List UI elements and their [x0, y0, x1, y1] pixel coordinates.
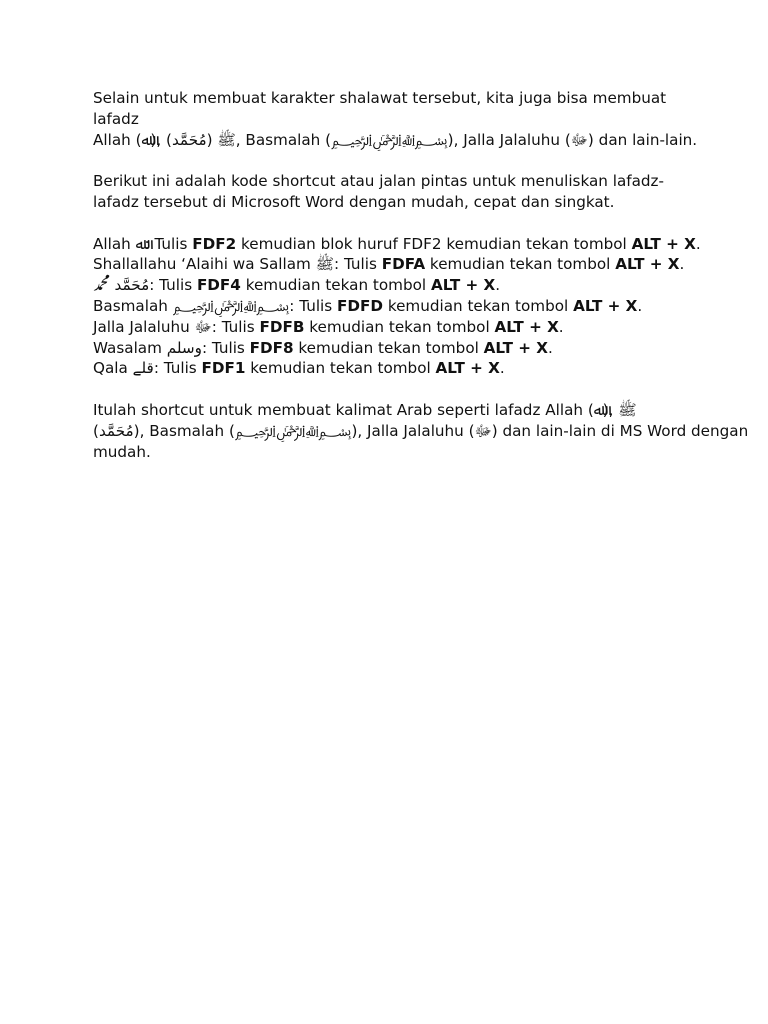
shortcut-suffix: .: [637, 296, 643, 315]
shortcut-prefix: Shallallahu ‘Alaihi wa Sallam ﷺ: Tulis: [93, 255, 382, 274]
shortcut-middle: kemudian tekan tombol: [425, 255, 616, 274]
shortcut-wasalam: [93, 338, 673, 359]
closing-line-1: Itulah shortcut untuk membuat kalimat Arab seperti lafadz Allah (ﷲ), ﷺ: [93, 400, 637, 419]
shortcut-code: FDF4: [196, 276, 241, 295]
shortcut-code: FDFD: [337, 296, 383, 315]
shortcut-middle: kemudian tekan tombol: [383, 296, 574, 315]
shortcut-suffix: .: [679, 255, 685, 274]
shortcut-code: FDFA: [381, 255, 426, 274]
shortcut-allah: [93, 234, 701, 255]
explanation-paragraph: [93, 171, 673, 213]
intro-line-3: Allah (ﷲ), (مُحَمَّد) ﷺ, Basmalah (﷽), Jalla Jalaluhu (ﷻ) dan lain-lain.: [93, 130, 698, 149]
shortcut-code: FDF2: [192, 234, 237, 253]
intro-paragraph: [93, 88, 698, 150]
document-body: [93, 88, 749, 483]
shortcut-middle: kemudian tekan tombol: [293, 338, 484, 357]
shortcut-middle: kemudian tekan tombol: [240, 276, 431, 295]
shortcut-prefix: Jalla Jalaluhu ﷻ: Tulis: [93, 317, 260, 336]
shortcut-prefix: مُحَمَّد ﷴ: Tulis: [93, 276, 197, 295]
intro-line-1: Selain untuk membuat karakter shalawat tersebut, kita juga bisa membuat: [93, 89, 667, 107]
shortcut-code: FDFB: [259, 317, 305, 336]
explanation-line-1: Berikut ini adalah kode shortcut atau jalan pintas untuk menuliskan lafadz-: [93, 172, 665, 191]
shortcut-qala: [93, 358, 673, 379]
shortcut-basmalah: [93, 296, 673, 317]
shortcut-keys: ALT + X: [573, 296, 638, 315]
shortcut-keys: ALT + X: [631, 234, 696, 253]
closing-paragraph: [93, 400, 749, 462]
shortcut-suffix: .: [495, 276, 501, 295]
shortcut-list: [93, 234, 701, 380]
shortcut-keys: ALT + X: [615, 255, 680, 274]
shortcut-keys: ALT + X: [494, 317, 559, 336]
shortcut-middle: kemudian blok huruf FDF2 kemudian tekan tombol: [236, 234, 632, 253]
shortcut-muhammad: [93, 275, 673, 296]
shortcut-code: FDF1: [201, 359, 246, 378]
shortcut-keys: ALT + X: [435, 359, 500, 378]
shortcut-prefix: Wasalam وسلم: Tulis: [93, 338, 250, 357]
shortcut-middle: kemudian tekan tombol: [245, 359, 436, 378]
shortcut-shallallahu: [93, 254, 685, 275]
shortcut-suffix: .: [695, 234, 701, 253]
closing-line-3: mudah.: [93, 442, 151, 461]
shortcut-code: FDF8: [249, 338, 294, 357]
shortcut-suffix: .: [499, 359, 505, 378]
closing-line-2: (مُحَمَّد), Basmalah (﷽), Jalla Jalaluhu (ﷻ) dan lain-lain di MS Word dengan: [93, 421, 749, 440]
shortcut-prefix: Basmalah ﷽: Tulis: [93, 296, 338, 315]
shortcut-jalla-jalaluhu: [93, 317, 673, 338]
shortcut-keys: ALT + X: [430, 276, 496, 295]
shortcut-suffix: .: [547, 338, 553, 357]
shortcut-prefix: Allah ﷲ: Tulis: [93, 234, 193, 253]
shortcut-keys: ALT + X: [483, 338, 548, 357]
intro-line-2: lafadz: [93, 109, 139, 128]
explanation-line-2: lafadz tersebut di Microsoft Word dengan mudah, cepat dan singkat.: [93, 192, 615, 211]
shortcut-suffix: .: [558, 317, 564, 336]
shortcut-prefix: Qala قلے: Tulis: [93, 359, 202, 378]
shortcut-middle: kemudian tekan tombol: [304, 317, 495, 336]
